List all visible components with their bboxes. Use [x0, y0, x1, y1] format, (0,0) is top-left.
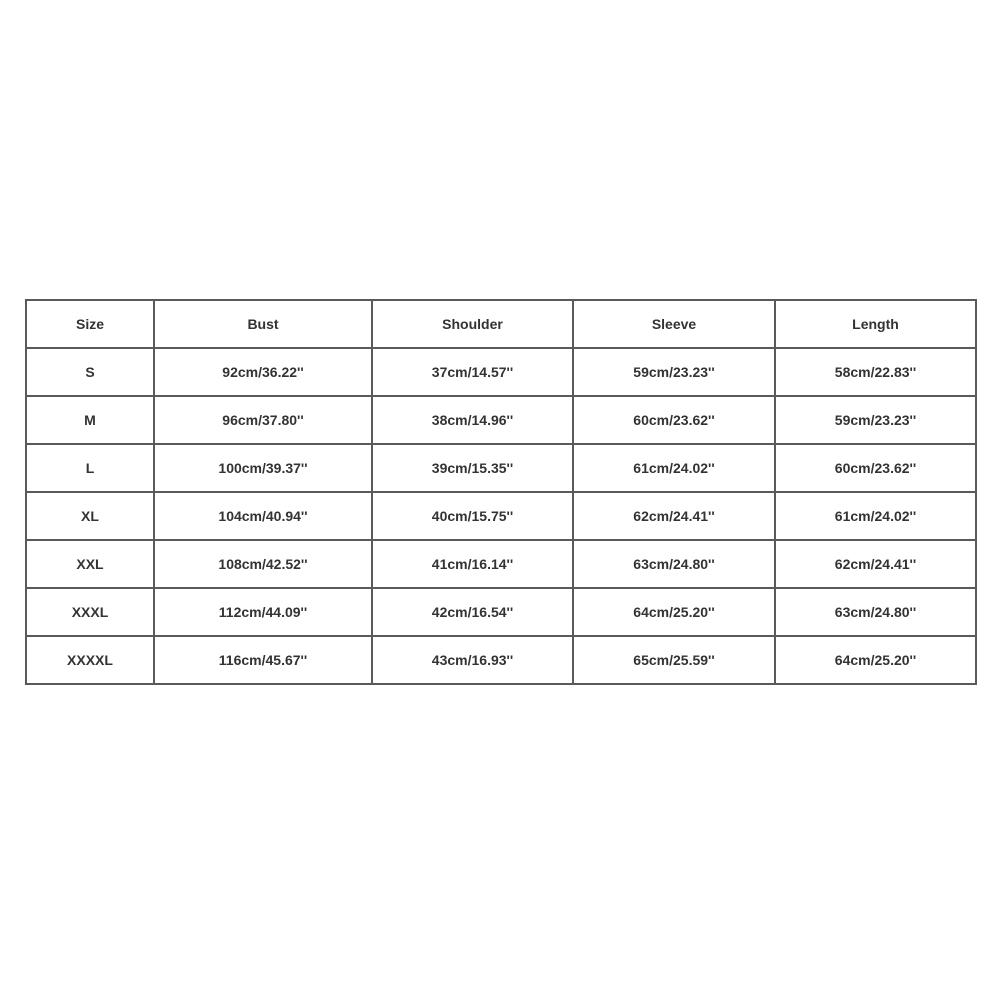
header-size: Size — [26, 300, 154, 348]
cell-size: XXXL — [26, 588, 154, 636]
table-row — [26, 636, 976, 684]
cell-sleeve: 63cm/24.80'' — [573, 540, 775, 588]
cell-sleeve: 62cm/24.41'' — [573, 492, 775, 540]
cell-length: 61cm/24.02'' — [775, 492, 976, 540]
table-row — [26, 396, 976, 444]
cell-size: S — [26, 348, 154, 396]
size-chart-table — [25, 299, 977, 685]
header-length: Length — [775, 300, 976, 348]
cell-shoulder: 41cm/16.14'' — [372, 540, 573, 588]
cell-size: XXXXL — [26, 636, 154, 684]
cell-shoulder: 43cm/16.93'' — [372, 636, 573, 684]
table-row — [26, 348, 976, 396]
table-row — [26, 444, 976, 492]
cell-bust: 116cm/45.67'' — [154, 636, 372, 684]
cell-size: M — [26, 396, 154, 444]
cell-length: 60cm/23.62'' — [775, 444, 976, 492]
cell-length: 62cm/24.41'' — [775, 540, 976, 588]
cell-sleeve: 59cm/23.23'' — [573, 348, 775, 396]
header-sleeve: Sleeve — [573, 300, 775, 348]
cell-bust: 96cm/37.80'' — [154, 396, 372, 444]
cell-length: 59cm/23.23'' — [775, 396, 976, 444]
cell-sleeve: 61cm/24.02'' — [573, 444, 775, 492]
cell-sleeve: 65cm/25.59'' — [573, 636, 775, 684]
cell-sleeve: 64cm/25.20'' — [573, 588, 775, 636]
cell-shoulder: 40cm/15.75'' — [372, 492, 573, 540]
cell-bust: 92cm/36.22'' — [154, 348, 372, 396]
cell-bust: 108cm/42.52'' — [154, 540, 372, 588]
cell-length: 63cm/24.80'' — [775, 588, 976, 636]
cell-shoulder: 42cm/16.54'' — [372, 588, 573, 636]
table-row — [26, 588, 976, 636]
cell-bust: 104cm/40.94'' — [154, 492, 372, 540]
cell-shoulder: 38cm/14.96'' — [372, 396, 573, 444]
cell-length: 58cm/22.83'' — [775, 348, 976, 396]
header-shoulder: Shoulder — [372, 300, 573, 348]
cell-shoulder: 37cm/14.57'' — [372, 348, 573, 396]
cell-size: XL — [26, 492, 154, 540]
header-bust: Bust — [154, 300, 372, 348]
header-row — [26, 300, 976, 348]
cell-size: XXL — [26, 540, 154, 588]
cell-size: L — [26, 444, 154, 492]
table-row — [26, 492, 976, 540]
cell-bust: 112cm/44.09'' — [154, 588, 372, 636]
table-row — [26, 540, 976, 588]
cell-shoulder: 39cm/15.35'' — [372, 444, 573, 492]
cell-sleeve: 60cm/23.62'' — [573, 396, 775, 444]
cell-length: 64cm/25.20'' — [775, 636, 976, 684]
cell-bust: 100cm/39.37'' — [154, 444, 372, 492]
